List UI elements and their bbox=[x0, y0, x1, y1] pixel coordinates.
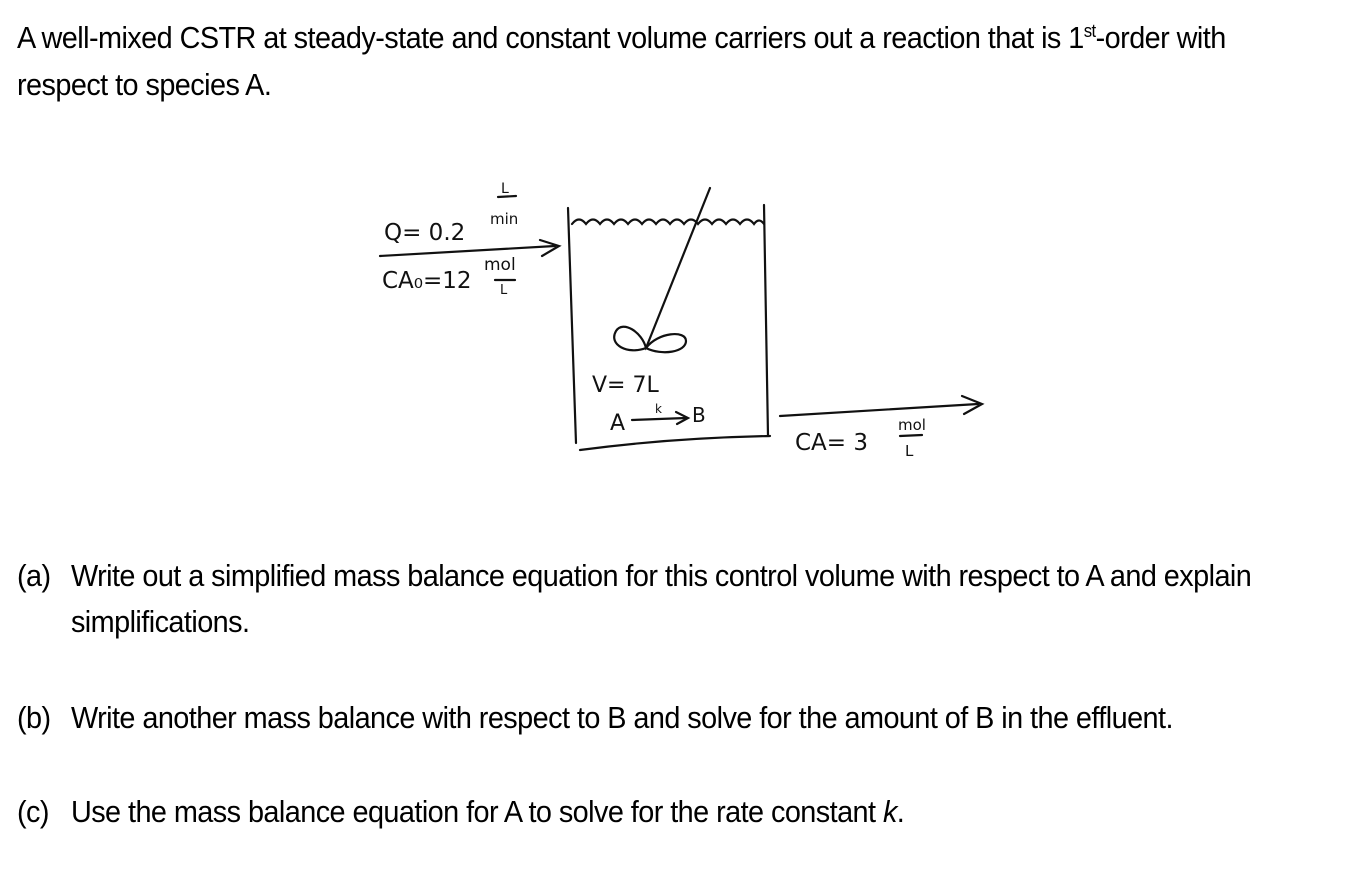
volume-label: V= 7L bbox=[592, 373, 659, 398]
outlet-conc-label: CA= 3 bbox=[795, 430, 869, 456]
question-c-label: (c) bbox=[17, 794, 49, 829]
inlet-arrow-head bbox=[540, 240, 559, 256]
ordinal-superscript: st bbox=[1083, 21, 1096, 41]
outlet-arrow-line bbox=[780, 404, 978, 416]
tank-right-wall bbox=[764, 205, 768, 436]
question-a bbox=[17, 553, 1364, 645]
reaction-rate-constant: k bbox=[655, 402, 662, 416]
stirrer-shaft bbox=[646, 188, 710, 348]
inlet-arrow-line bbox=[380, 246, 555, 256]
question-b-text: Write another mass balance with respect to B and solve for the amount of B in the effluent. bbox=[70, 700, 1173, 735]
cstr-sketch-svg bbox=[370, 180, 1000, 470]
problem-statement bbox=[17, 14, 1254, 108]
reaction-arrow-line bbox=[632, 418, 686, 420]
intro-text-2: -order with respect to species A. bbox=[17, 20, 1226, 102]
reaction-product: B bbox=[692, 403, 706, 427]
question-a-text: Write out a simplified mass balance equation for this control volume with respect to A and explain simplifications. bbox=[70, 558, 1252, 639]
tank-left-wall bbox=[568, 208, 576, 443]
inlet-flow-unit-num: L bbox=[501, 181, 509, 197]
inlet-flow-label: Q= 0.2 bbox=[384, 220, 466, 246]
question-a-label: (a) bbox=[17, 558, 51, 593]
question-c-text-main: Use the mass balance equation for A to solve for the rate constant bbox=[70, 794, 883, 829]
tank-bottom bbox=[580, 436, 770, 450]
outlet-conc-unit-den: L bbox=[905, 442, 914, 460]
inlet-conc-unit-den: L bbox=[500, 283, 508, 298]
question-b-label: (b) bbox=[17, 700, 51, 735]
question-c bbox=[17, 789, 1364, 835]
question-c-text bbox=[71, 789, 1364, 835]
liquid-surface bbox=[572, 220, 764, 225]
question-c-period: . bbox=[896, 794, 905, 829]
cstr-sketch bbox=[370, 180, 1000, 470]
rate-constant-symbol: k bbox=[882, 794, 897, 829]
reaction-reactant: A bbox=[610, 411, 626, 436]
inlet-conc-unit-num: mol bbox=[484, 255, 516, 275]
inlet-conc-label: CA₀=12 bbox=[382, 268, 472, 294]
inlet-flow-unit-den: min bbox=[490, 210, 519, 228]
question-b bbox=[17, 695, 1364, 741]
intro-text-1: A well-mixed CSTR at steady-state and constant volume carriers out a reaction that is 1 bbox=[17, 20, 1084, 55]
outlet-conc-unit-num: mol bbox=[898, 416, 926, 434]
